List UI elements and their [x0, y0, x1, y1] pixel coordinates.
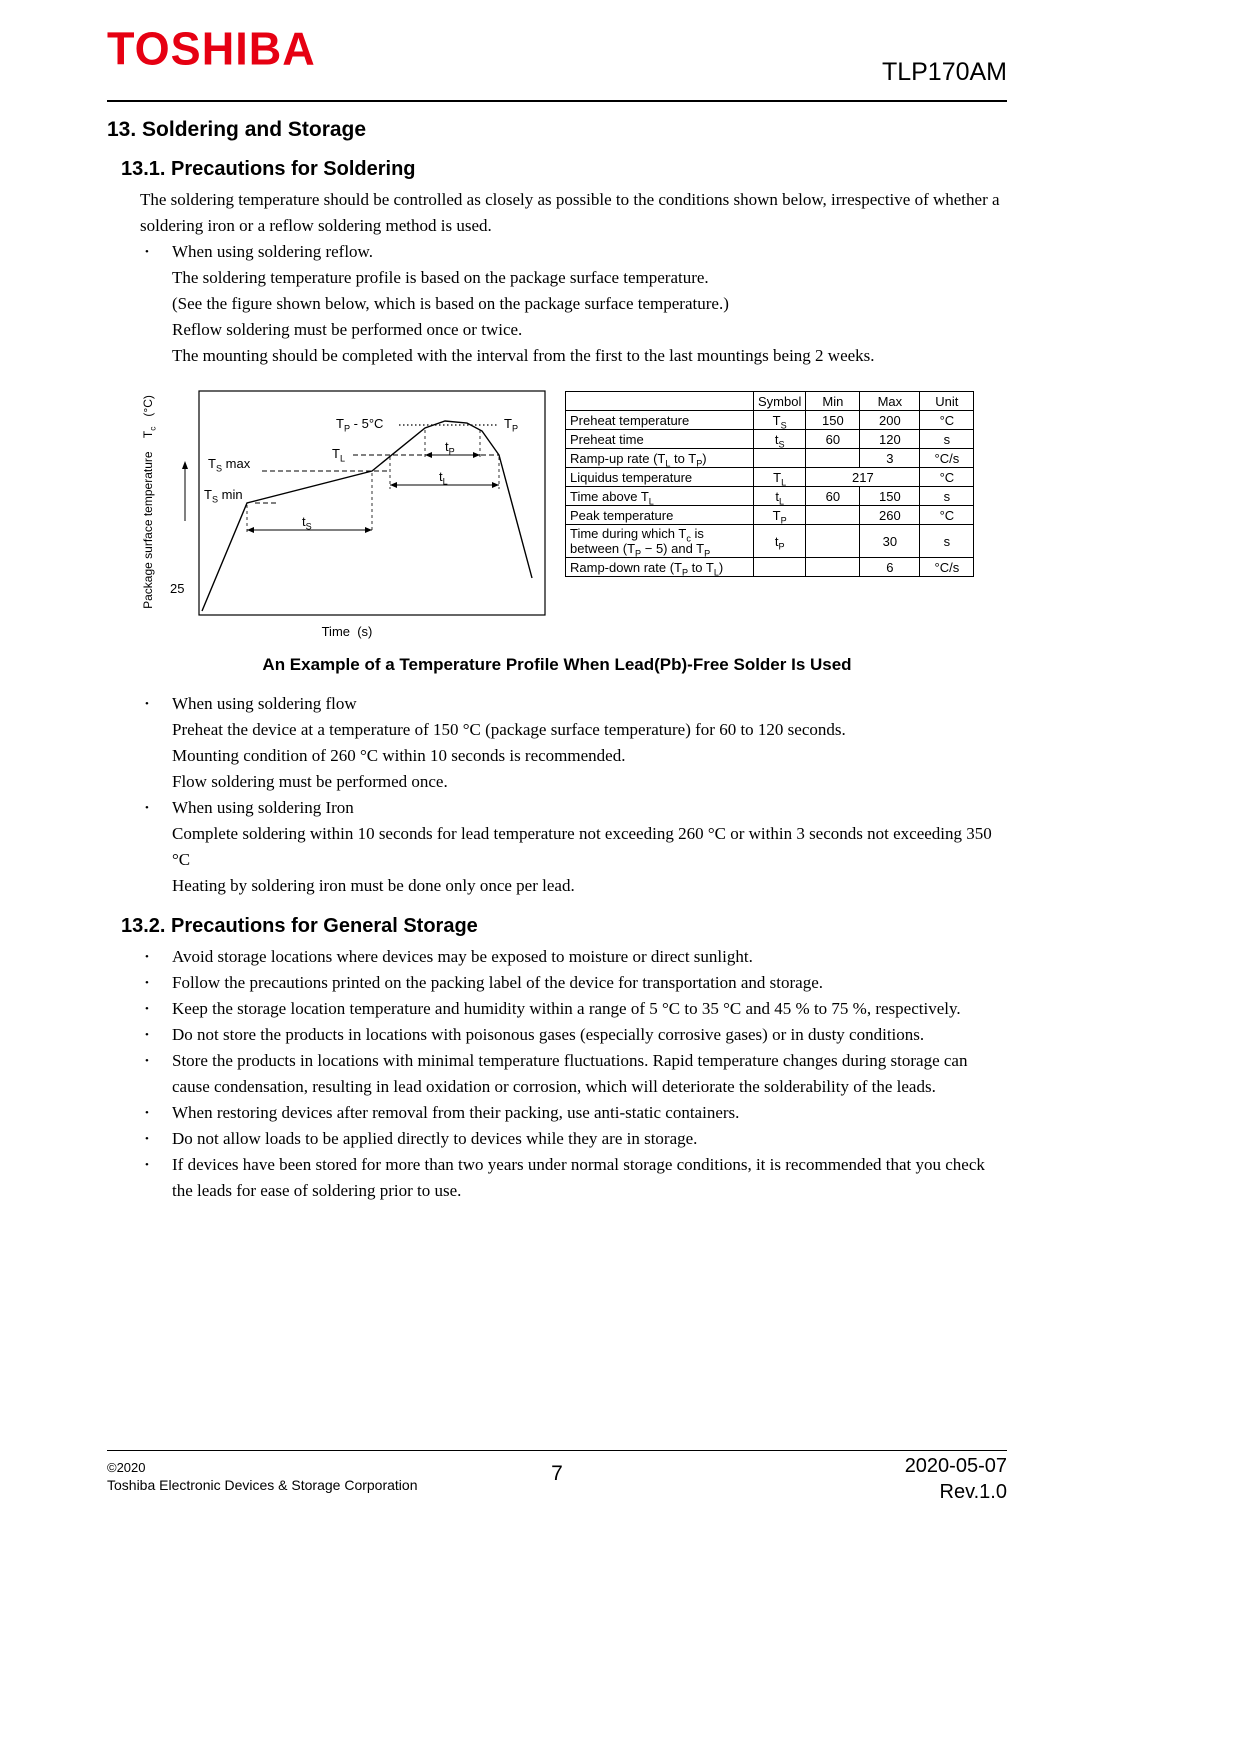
- bullet-marker: •: [145, 802, 149, 814]
- temperature-profile-figure: [107, 383, 1007, 691]
- cell-symbol: $t_L$: [754, 487, 806, 506]
- header-divider: [107, 100, 1007, 102]
- page-header: [107, 0, 1007, 104]
- bullet-line: Avoid storage locations where devices may be exposed to moisture or direct sunlight.: [172, 947, 753, 966]
- part-number: TLP170AM: [881, 58, 1007, 86]
- cell-max: 150: [860, 487, 920, 506]
- cell-unit: s: [920, 430, 974, 449]
- storage-bullet: [145, 1152, 1007, 1204]
- cell-min: 150: [806, 411, 860, 430]
- cell-symbol: [754, 558, 806, 577]
- temperature-curve: [202, 421, 532, 611]
- storage-bullet: [145, 1048, 1007, 1100]
- storage-bullet: [145, 996, 1007, 1022]
- bullet-item-reflow: [145, 239, 1007, 369]
- cell-symbol: $T_P$: [754, 506, 806, 525]
- soldering-conditions-table: [565, 391, 974, 577]
- cell-symbol: $T_S$: [754, 411, 806, 430]
- page-content: [107, 110, 1007, 1204]
- bullet-line: Keep the storage location temperature and humidity within a range of 5 °C to 35 °C and 45 % to 75 %, respectively.: [172, 999, 961, 1018]
- tp-time-label: $t_P$: [445, 439, 455, 457]
- bullet-line: Mounting condition of 260 °C within 10 seconds is recommended.: [172, 746, 626, 765]
- cell-min: [806, 558, 860, 577]
- bullet-line: Reflow soldering must be performed once or twice.: [172, 320, 523, 339]
- revision-number: Rev.1.0: [939, 1481, 1007, 1503]
- table-row: [566, 558, 974, 577]
- storage-bullet: [145, 1126, 1007, 1152]
- tp-minus5-label: $T_P - 5^\circ C$: [336, 416, 384, 434]
- storage-bullet: [145, 1100, 1007, 1126]
- cell-unit: °C/s: [920, 449, 974, 468]
- table-row: [566, 506, 974, 525]
- storage-bullet: [145, 1022, 1007, 1048]
- tl-time-label: $t_L$: [439, 469, 448, 487]
- cell-parameter: Preheat temperature: [566, 411, 754, 430]
- section-13-2-title: 13.2. Precautions for General Storage: [121, 915, 478, 937]
- footer-divider: [107, 1450, 1007, 1451]
- temperature-profile-graph: [137, 383, 569, 648]
- cell-unit: °C: [920, 468, 974, 487]
- cell-symbol: $T_L$: [754, 468, 806, 487]
- origin-temp-label: 25: [170, 581, 185, 596]
- tl-label: $T_L$: [332, 446, 346, 464]
- bullet-marker: •: [145, 698, 149, 710]
- bullet-line: Flow soldering must be performed once.: [172, 772, 448, 791]
- storage-bullet: [145, 944, 1007, 970]
- cell-symbol: $t_S$: [754, 430, 806, 449]
- bullet-marker: •: [145, 1003, 149, 1015]
- bullet-line: Store the products in locations with minimal temperature fluctuations. Rapid temperature changes during storage can cause condensation, resulting in lead oxidation or corrosion, which will deteriorate the solderability of the leads.: [172, 1051, 968, 1096]
- cell-min: [806, 506, 860, 525]
- table-row: [566, 468, 974, 487]
- cell-unit: °C/s: [920, 558, 974, 577]
- cell-minmax: 217: [806, 468, 920, 487]
- cell-min: [806, 449, 860, 468]
- bullet-marker: •: [145, 1133, 149, 1145]
- revision-date: 2020-05-07: [904, 1455, 1007, 1477]
- cell-max: 30: [860, 525, 920, 558]
- bullet-heading: When using soldering Iron: [172, 798, 354, 817]
- bullet-line: Preheat the device at a temperature of 150 °C (package surface temperature) for 60 to 120 seconds.: [172, 720, 846, 739]
- bullet-marker: •: [145, 1029, 149, 1041]
- tp-label: $T_P$: [504, 416, 519, 434]
- ts-time-label: $t_S$: [302, 514, 312, 532]
- bullet-line: Follow the precautions printed on the packing label of the device for transportation and storage.: [172, 973, 823, 992]
- cell-max: 3: [860, 449, 920, 468]
- bullet-marker: •: [145, 951, 149, 963]
- cell-max: 200: [860, 411, 920, 430]
- cell-parameter: Time during which $T_c$ is between $(T_P - 5)$ and $T_P$: [566, 525, 754, 558]
- cell-parameter: Peak temperature: [566, 506, 754, 525]
- cell-symbol: [754, 449, 806, 468]
- table-row: [566, 449, 974, 468]
- cell-unit: s: [920, 487, 974, 506]
- header-symbol: Symbol: [754, 392, 806, 411]
- bullet-heading: When using soldering flow: [172, 694, 357, 713]
- table-row: [566, 411, 974, 430]
- cell-min: 60: [806, 430, 860, 449]
- section-13-1-title: 13.1. Precautions for Soldering: [121, 158, 416, 180]
- header-parameter: [566, 392, 754, 411]
- soldering-intro-paragraph: The soldering temperature should be controlled as closely as possible to the conditions shown below, irrespective of whether a soldering iron or a reflow soldering method is used.: [140, 190, 1000, 235]
- cell-parameter: Ramp-up rate ($T_L$ to $T_P$): [566, 449, 754, 468]
- cell-min: [806, 525, 860, 558]
- bullet-heading: When using soldering reflow.: [172, 242, 373, 261]
- bullet-line: The mounting should be completed with the interval from the first to the last mountings being 2 weeks.: [172, 346, 875, 365]
- ts-min-label: $T_S$ min: [204, 487, 243, 505]
- bullet-marker: •: [145, 1159, 149, 1171]
- table-row: [566, 430, 974, 449]
- cell-parameter: Liquidus temperature: [566, 468, 754, 487]
- table-header-row: [566, 392, 974, 411]
- cell-parameter: Preheat time: [566, 430, 754, 449]
- header-min: Min: [806, 392, 860, 411]
- cell-max: 6: [860, 558, 920, 577]
- bullet-line: Heating by soldering iron must be done only once per lead.: [172, 876, 575, 895]
- bullet-line: Complete soldering within 10 seconds for lead temperature not exceeding 260 °C or within 3 seconds not exceeding 350 °C: [172, 824, 992, 869]
- bullet-item-flow: [145, 691, 1007, 795]
- bullet-marker: •: [145, 1055, 149, 1067]
- figure-caption: An Example of a Temperature Profile When Lead(Pb)-Free Solder Is Used: [262, 655, 852, 674]
- cell-min: 60: [806, 487, 860, 506]
- storage-bullet: [145, 970, 1007, 996]
- bullet-marker: •: [145, 977, 149, 989]
- bullet-line: If devices have been stored for more than two years under normal storage conditions, it is recommended that you check the leads for ease of soldering prior to use.: [172, 1155, 985, 1200]
- bullet-line: Do not store the products in locations with poisonous gases (especially corrosive gases) or in dusty conditions.: [172, 1025, 925, 1044]
- page-footer: [107, 1450, 1007, 1520]
- bullet-line: When restoring devices after removal from their packing, use anti-static containers.: [172, 1103, 740, 1122]
- company-name: Toshiba Electronic Devices & Storage Corporation: [107, 1477, 418, 1493]
- cell-unit: s: [920, 525, 974, 558]
- cell-unit: °C: [920, 411, 974, 430]
- bullet-marker: •: [145, 1107, 149, 1119]
- y-axis-label: Package surface temperature $T_c$ (°C): [141, 395, 158, 609]
- cell-max: 120: [860, 430, 920, 449]
- x-axis-label: Time (s): [321, 624, 373, 639]
- ts-max-label: $T_S$ max: [208, 456, 251, 474]
- bullet-line: The soldering temperature profile is based on the package surface temperature.: [172, 268, 709, 287]
- axis-direction-arrow: [182, 461, 188, 521]
- bullet-line: Do not allow loads to be applied directly to devices while they are in storage.: [172, 1129, 698, 1148]
- header-max: Max: [860, 392, 920, 411]
- header-unit: Unit: [920, 392, 974, 411]
- cell-unit: °C: [920, 506, 974, 525]
- section-13-title: 13. Soldering and Storage: [107, 118, 367, 141]
- cell-parameter: Time above $T_L$: [566, 487, 754, 506]
- cell-max: 260: [860, 506, 920, 525]
- table-row: [566, 525, 974, 558]
- bullet-item-iron: [145, 795, 1007, 899]
- cell-symbol: $t_P$: [754, 525, 806, 558]
- bullet-marker: •: [145, 246, 149, 258]
- toshiba-logo: TOSHIBA: [107, 22, 316, 76]
- table-row: [566, 487, 974, 506]
- copyright: ©2020: [107, 1460, 146, 1475]
- bullet-line: (See the figure shown below, which is based on the package surface temperature.): [172, 294, 729, 313]
- page-number: 7: [551, 1462, 563, 1485]
- cell-parameter: Ramp-down rate ($T_P$ to $T_L$): [566, 558, 754, 577]
